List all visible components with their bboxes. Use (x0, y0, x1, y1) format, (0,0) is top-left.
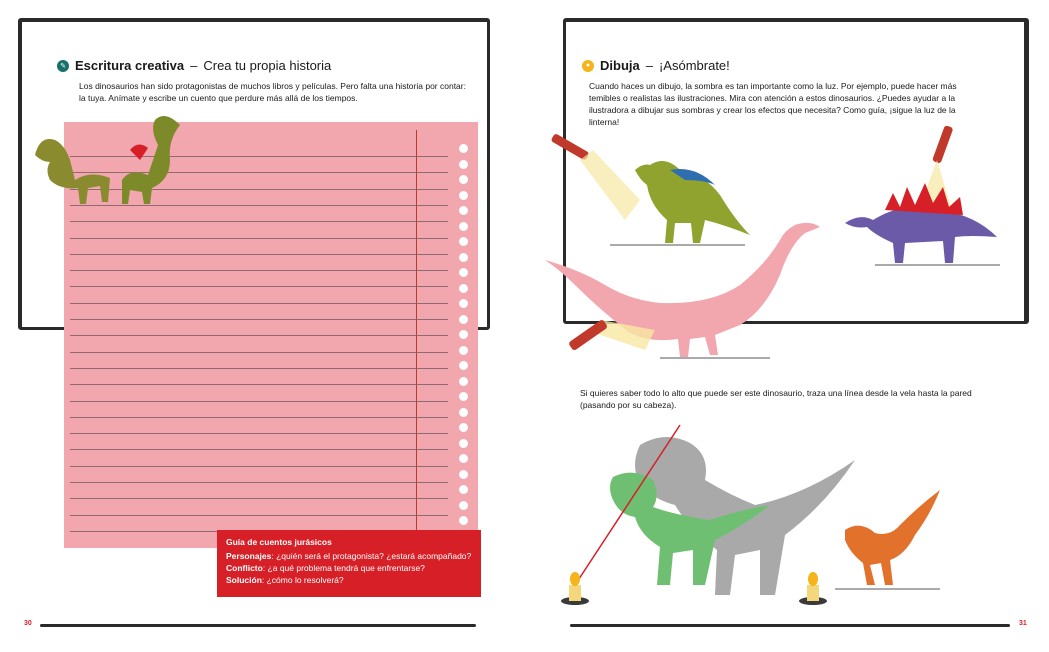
ruled-line (70, 384, 448, 385)
heading-title: Dibuja (600, 58, 640, 73)
flashlight-icon (932, 125, 953, 164)
punch-hole (459, 454, 468, 463)
ruled-line (70, 254, 448, 255)
punch-hole (459, 377, 468, 386)
ruled-line (70, 368, 448, 369)
ruled-line (70, 498, 448, 499)
punch-hole (459, 346, 468, 355)
bottom-rule (40, 624, 476, 627)
punch-hole (459, 191, 468, 200)
page-number: 31 (1019, 620, 1027, 627)
heading-dash: – (190, 58, 198, 73)
bottom-rule (570, 624, 1010, 627)
heading-dash: – (645, 58, 653, 73)
heading-title: Escritura creativa (75, 58, 185, 73)
ruled-line (70, 449, 448, 450)
punch-hole (459, 284, 468, 293)
punch-hole (459, 206, 468, 215)
heading-subtitle: ¡Asómbrate! (658, 58, 730, 73)
punch-hole (459, 516, 468, 525)
punch-hole (459, 470, 468, 479)
ruled-line (70, 319, 448, 320)
punch-hole (459, 268, 468, 277)
ruled-line (70, 303, 448, 304)
pencil-icon: ✎ (57, 60, 69, 72)
ruled-line (70, 433, 448, 434)
punch-hole (459, 501, 468, 510)
ruled-line (70, 335, 448, 336)
section-heading (57, 58, 331, 73)
ruled-line (70, 515, 448, 516)
punch-hole (459, 485, 468, 494)
intro-paragraph: Cuando haces un dibujo, la sombra es tan importante como la luz. Por ejemplo, puede hacer más temibles o realistas las ilustraciones. Mira con atención a estos dinosaurios. ¿Puedes ayudar a la ilustradora a dibujar sus sombras y crear los efectos que necesita? Como guía, ¡sigue la luz de la linterna! (589, 81, 957, 127)
left-page (0, 0, 524, 652)
flashlight-icon (551, 133, 590, 161)
ruled-line (70, 221, 448, 222)
punch-hole (459, 160, 468, 169)
ruled-line (70, 466, 448, 467)
section-heading (582, 58, 730, 73)
heading-subtitle: Crea tu propia historia (203, 58, 332, 73)
punch-hole (459, 423, 468, 432)
story-guide-box (217, 530, 481, 597)
ruled-line (70, 482, 448, 483)
trace-instruction: Si quieres saber todo lo alto que puede ser este dinosaurio, traza una línea desde la vela hasta la pared (pasando por su cabeza). (580, 388, 972, 410)
punch-hole (459, 222, 468, 231)
stegosaurus-illustration (845, 125, 1005, 275)
ruled-line (70, 270, 448, 271)
punch-hole (459, 175, 468, 184)
ruled-line (70, 417, 448, 418)
punch-hole (459, 144, 468, 153)
ruled-line (70, 352, 448, 353)
guide-item: Conflicto: ¿a qué problema tendrá que enfrentarse? (226, 563, 425, 573)
punch-hole (459, 330, 468, 339)
candle-icon (799, 572, 827, 605)
punch-hole (459, 237, 468, 246)
ruled-line (70, 238, 448, 239)
right-page (525, 0, 1049, 652)
punch-hole (459, 361, 468, 370)
punch-hole (459, 253, 468, 262)
guide-item: Solución: ¿cómo lo resolverá? (226, 575, 344, 585)
ruled-line (70, 401, 448, 402)
punch-hole (459, 299, 468, 308)
intro-paragraph: Los dinosaurios han sido protagonistas de muchos libros y películas. Pero falta una historia por contar: la tuya. Anímate y escribe un cuento que perdure más allá de los tiempos. (79, 81, 466, 103)
punch-hole (459, 408, 468, 417)
punch-hole (459, 392, 468, 401)
candle-icon (561, 572, 589, 605)
page-number: 30 (24, 620, 32, 627)
ruled-line (70, 286, 448, 287)
punch-hole (459, 439, 468, 448)
dinosaur-pair-illustration (30, 110, 180, 210)
lightbulb-icon: ● (582, 60, 594, 72)
punch-hole (459, 315, 468, 324)
pink-sauropod-illustration (540, 215, 830, 370)
guide-title: Guía de cuentos jurásicos (226, 537, 332, 547)
trex-shadow-illustration (545, 425, 975, 620)
guide-item: Personajes: ¿quién será el protagonista? ¿estará acompañado? (226, 551, 472, 561)
